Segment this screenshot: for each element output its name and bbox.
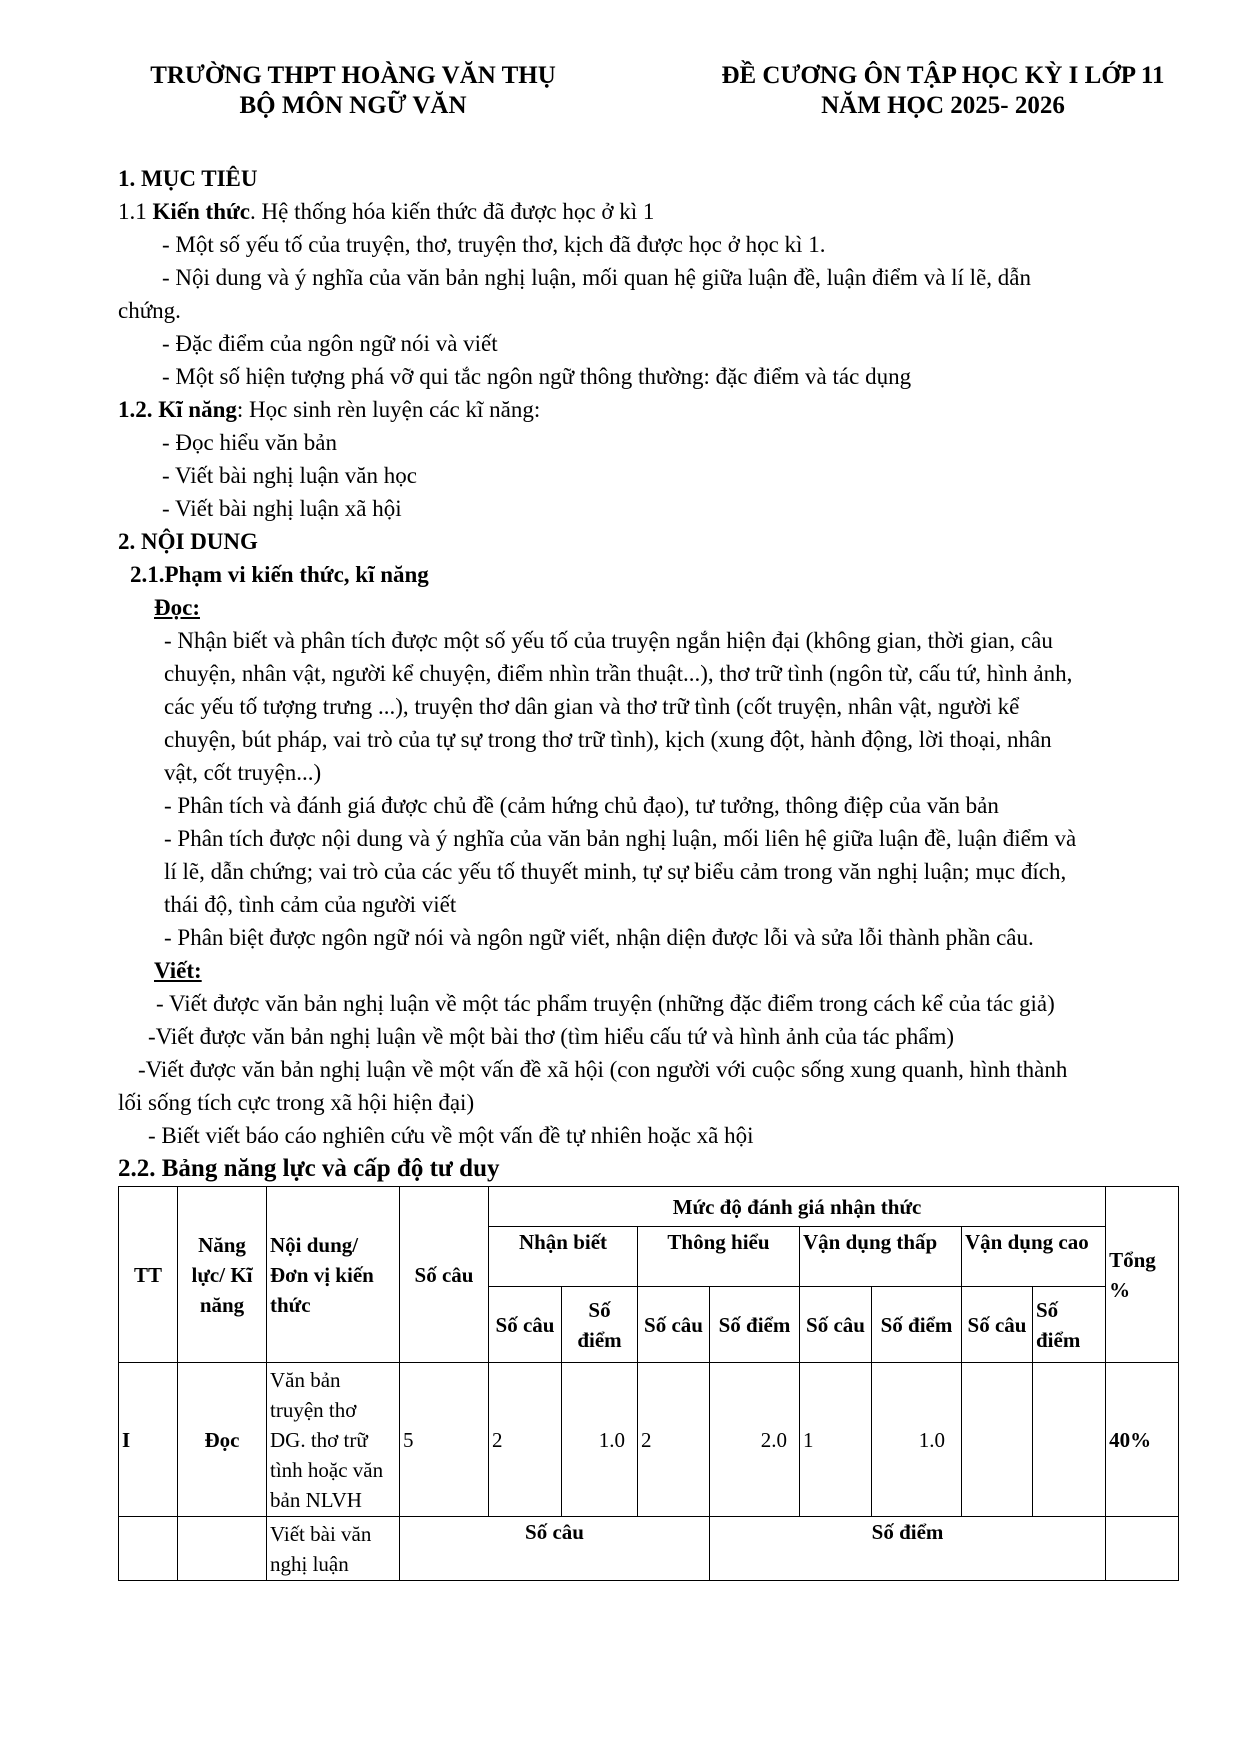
section-heading-content: 2. NỘI DUNG [118, 529, 258, 554]
skill-item: - Viết bài nghị luận xã hội [162, 496, 402, 521]
subsection-scope: 2.1.Phạm vi kiến thức, kĩ năng [130, 562, 429, 587]
writing-label: Viết: [154, 958, 202, 983]
skill-item: - Đọc hiểu văn bản [162, 430, 337, 455]
knowledge-text: . Hệ thống hóa kiến thức đã được học ở kì 1 [250, 199, 655, 224]
reading-line: - Nhận biết và phân tích được một số yếu tố của truyện ngắn hiện đại (không gian, thời gian, câu [164, 628, 1053, 653]
header-so-diem: Số điểm [710, 1287, 800, 1363]
row-nb-cau: 2 [489, 1363, 562, 1517]
header-understand: Thông hiểu [638, 1227, 800, 1287]
knowledge-line [118, 195, 1168, 228]
header-so-cau: Số câu [800, 1287, 872, 1363]
reading-line: chuyện, nhân vật, người kể chuyện, điểm nhìn trần thuật...), thơ trữ tình (ngôn từ, cấu tứ, hình ảnh, [164, 661, 1073, 686]
header-so-cau: Số câu [638, 1287, 710, 1363]
reading-label: Đọc: [154, 595, 200, 620]
row-nb-diem: 1.0 [562, 1363, 638, 1517]
row-question-count: 5 [400, 1363, 489, 1517]
header-total: Tổng % [1106, 1187, 1179, 1363]
subsection-competency-table: 2.2. Bảng năng lực và cấp độ tư duy [118, 1155, 500, 1182]
knowledge-item: - Đặc điểm của ngôn ngữ nói và viết [162, 331, 498, 356]
knowledge-item: - Nội dung và ý nghĩa của văn bản nghị luận, mối quan hệ giữa luận đề, luận điểm và lí lẽ, dẫn [162, 265, 1031, 290]
header-so-diem: Số điểm [1033, 1287, 1106, 1363]
knowledge-item: - Một số hiện tượng phá vỡ qui tắc ngôn ngữ thông thường: đặc điểm và tác dụng [162, 364, 912, 389]
writing-line: - Biết viết báo cáo nghiên cứu về một vấn đề tự nhiên hoặc xã hội [148, 1123, 754, 1148]
row-tt: I [119, 1363, 178, 1517]
header-recognize: Nhận biết [489, 1227, 638, 1287]
reading-line: vật, cốt truyện...) [164, 760, 322, 785]
reading-line: - Phân tích được nội dung và ý nghĩa của văn bản nghị luận, mối liên hệ giữa luận đề, luận điểm và [164, 826, 1077, 851]
row-total [1106, 1517, 1179, 1581]
document-title: ĐỀ CƯƠNG ÔN TẬP HỌC KỲ I LỚP 11 [721, 62, 1165, 89]
table-row [119, 1517, 1179, 1581]
reading-line: các yếu tố tượng trưng ...), truyện thơ dân gian và thơ trữ tình (cốt truyện, nhân vật, người kể [164, 694, 1020, 719]
table-row [119, 1363, 1179, 1517]
skill-item: - Viết bài nghị luận văn học [162, 463, 417, 488]
row-competency: Đọc [178, 1363, 267, 1517]
knowledge-label: Kiến thức [152, 199, 250, 224]
skills-line [118, 393, 1168, 426]
writing-line: - Viết được văn bản nghị luận về một tác phẩm truyện (những đặc điểm trong cách kể của tác giả) [156, 991, 1055, 1016]
reading-block [118, 624, 1168, 954]
row-vdc-cau [962, 1363, 1033, 1517]
row-th-diem: 2.0 [710, 1363, 800, 1517]
row-competency [178, 1517, 267, 1581]
header-tt: TT [119, 1187, 178, 1363]
reading-line: - Phân tích và đánh giá được chủ đề (cảm hứng chủ đạo), tư tưởng, thông điệp của văn bản [164, 793, 999, 818]
document-body [118, 162, 1168, 1186]
row-tt [119, 1517, 178, 1581]
header-apply-low: Vận dụng thấp [800, 1227, 962, 1287]
header-so-cau: Số câu [962, 1287, 1033, 1363]
reading-line: lí lẽ, dẫn chứng; vai trò của các yếu tố thuyết minh, tự sự biểu cảm trong văn nghị luận; mục đích, [164, 859, 1067, 884]
row-content: Viết bài văn nghị luận [267, 1517, 400, 1581]
row-so-cau: Số câu [400, 1517, 710, 1581]
department-name: BỘ MÔN NGỮ VĂN [239, 92, 467, 119]
header-question-count: Số câu [400, 1187, 489, 1363]
row-vd-cau: 1 [800, 1363, 872, 1517]
row-vdc-diem [1033, 1363, 1106, 1517]
header-competency: Năng lực/ Kĩ năng [178, 1187, 267, 1363]
row-content: Văn bản truyện thơ DG. thơ trữ tình hoặc văn bản NLVH [267, 1363, 400, 1517]
knowledge-item-cont: chứng. [118, 298, 181, 323]
writing-line: -Viết được văn bản nghị luận về một vấn đề xã hội (con người với cuộc sống xung quanh, hình thành [138, 1057, 1068, 1082]
row-vd-diem: 1.0 [872, 1363, 962, 1517]
reading-line: - Phân biệt được ngôn ngữ nói và ngôn ngữ viết, nhận diện được lỗi và sửa lỗi thành phần câu. [164, 925, 1034, 950]
knowledge-number: 1.1 [118, 199, 153, 224]
header-cognitive-level: Mức độ đánh giá nhận thức [489, 1187, 1106, 1227]
row-total: 40% [1106, 1363, 1179, 1517]
section-heading-objectives: 1. MỤC TIÊU [118, 166, 258, 191]
skills-text: : Học sinh rèn luyện các kĩ năng: [236, 397, 541, 422]
row-so-diem: Số điểm [710, 1517, 1106, 1581]
writing-line: -Viết được văn bản nghị luận về một bài thơ (tìm hiểu cấu tứ và hình ảnh của tác phẩm) [148, 1024, 954, 1049]
writing-line-cont: lối sống tích cực trong xã hội hiện đại) [118, 1090, 475, 1115]
header-so-diem: Số điểm [872, 1287, 962, 1363]
reading-line: chuyện, bút pháp, vai trò của tự sự trong thơ trữ tình), kịch (xung đột, hành động, lời thoại, nhân [164, 727, 1052, 752]
row-th-cau: 2 [638, 1363, 710, 1517]
header-so-diem: Số điểm [562, 1287, 638, 1363]
header-so-cau: Số câu [489, 1287, 562, 1363]
header-content: Nội dung/ Đơn vị kiến thức [267, 1187, 400, 1363]
competency-table [118, 1186, 1179, 1581]
header-apply-high: Vận dụng cao [962, 1227, 1106, 1287]
school-name: TRƯỜNG THPT HOÀNG VĂN THỤ [150, 62, 556, 89]
reading-line: thái độ, tình cảm của người viết [164, 892, 457, 917]
school-year: NĂM HỌC 2025- 2026 [821, 92, 1065, 119]
skills-label: 1.2. Kĩ năng [118, 397, 237, 422]
knowledge-item: - Một số yếu tố của truyện, thơ, truyện thơ, kịch đã được học ở học kì 1. [162, 232, 826, 257]
